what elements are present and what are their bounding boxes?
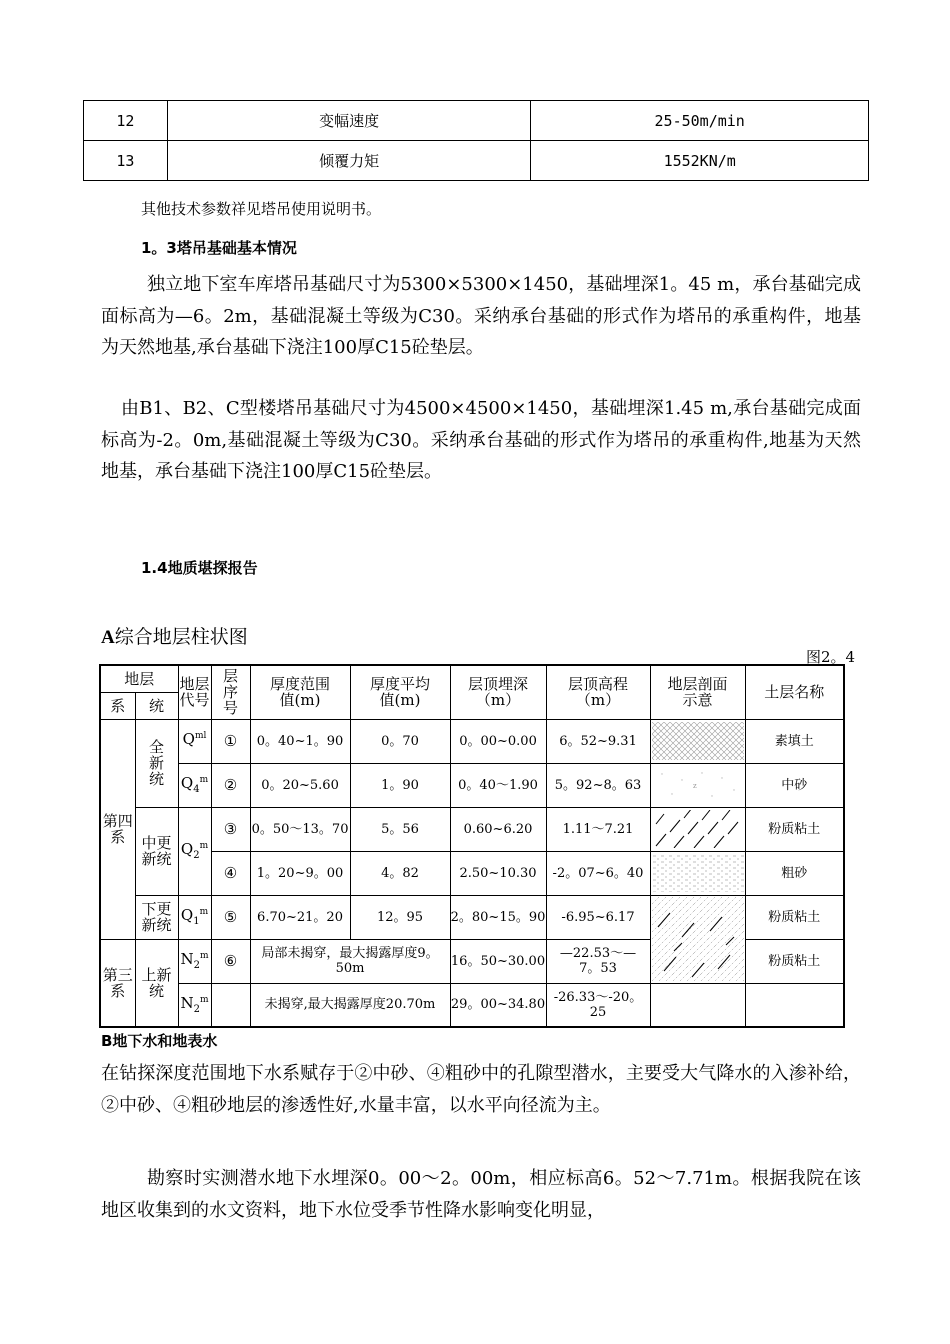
- section-title: 综合地层柱状图: [114, 626, 248, 648]
- top-elev-cell: 6。52~9.31: [546, 719, 650, 763]
- profile-fill-pattern: [650, 807, 745, 851]
- table-row: [100, 895, 844, 939]
- thick-range-cell: 6.70~21。20: [250, 895, 350, 939]
- top-depth-cell: 2。80~15。90: [450, 895, 546, 939]
- profile-fill-pattern: [650, 719, 745, 763]
- crosshatch-pattern-icon: [652, 722, 744, 760]
- profile-fill-pattern: [650, 763, 745, 807]
- mixed-clay-pattern-icon: [652, 897, 744, 981]
- note-text: 其他技术参数祥见塔吊使用说明书。: [141, 200, 382, 218]
- thick-merged-cell: 局部未揭穿，最大揭露厚度9。50m: [250, 939, 450, 983]
- seq-cell: ①: [211, 719, 250, 763]
- code-cell: $N_2^m$: [178, 983, 211, 1027]
- seq-cell: ②: [211, 763, 250, 807]
- table-row: [100, 983, 844, 1027]
- param-no: 12: [84, 101, 168, 141]
- header-soil-name: 土层名称: [745, 665, 844, 719]
- thick-avg-cell: 1。90: [350, 763, 450, 807]
- thick-merged-cell: 未揭穿,最大揭露厚度20.70m: [250, 983, 450, 1027]
- profile-fill-pattern: [650, 851, 745, 895]
- table-row: [100, 763, 844, 807]
- seq-cell: ④: [211, 851, 250, 895]
- code-cell: $Q_2^m$: [178, 807, 211, 895]
- section-heading-1-4: 1.4地质堪探报告: [141, 559, 258, 577]
- soil-name-cell: 中砂: [745, 763, 844, 807]
- table-row: [84, 101, 869, 141]
- series-cell: 全新统: [135, 719, 178, 807]
- system-cell: 第四系: [100, 719, 135, 939]
- top-depth-cell: 0。40～1.90: [450, 763, 546, 807]
- top-depth-cell: 29。00~34.80: [450, 983, 546, 1027]
- thick-range-cell: 0。20~5.60: [250, 763, 350, 807]
- section-heading-1-3: 1。3塔吊基础基本情况: [141, 239, 297, 257]
- seq-cell: [211, 983, 250, 1027]
- series-cell: 下更新统: [135, 895, 178, 939]
- thick-avg-cell: 12。95: [350, 895, 450, 939]
- series-cell: 上新统: [135, 939, 178, 1027]
- profile-fill-pattern: [650, 895, 745, 983]
- table-row: [100, 851, 844, 895]
- seq-cell: ⑤: [211, 895, 250, 939]
- header-code: 地层代号: [178, 665, 211, 719]
- paragraph: 勘察时实测潜水地下水埋深0。00～2。00m，相应标高6。52～7.71m。根据我院在该地区收集到的水文资料，地下水位受季节性降水影响变化明显，: [101, 1168, 861, 1221]
- header-top-elev: 层顶高程（m）: [546, 665, 650, 719]
- top-depth-cell: 16。50~30.00: [450, 939, 546, 983]
- soil-name-cell: [745, 983, 844, 1027]
- param-value: 25-50m/min: [531, 101, 869, 141]
- paragraph: 由B1、B2、C型楼塔吊基础尺寸为4500×4500×1450，基础埋深1.45 m,承台基础完成面标高为-2。0m,基础混凝土等级为C30。采纳承台基础的形式作为塔吊的承重构件,地基为天然地基，承台基础下浇注100厚C15砼垫层。: [101, 398, 861, 482]
- code-cell: $Q_4^m$: [178, 763, 211, 807]
- param-name: 变幅速度: [167, 101, 530, 141]
- header-series: 统: [135, 692, 178, 719]
- clay-hatch-pattern-icon: [652, 810, 744, 848]
- header-seq: 层序号: [211, 665, 250, 719]
- section-a-heading: [101, 622, 248, 649]
- header-system: 系: [100, 692, 135, 719]
- table-row: [100, 719, 844, 763]
- code-cell: $N_2^m$: [178, 939, 211, 983]
- section-b-heading: B地下水和地表水: [101, 1032, 218, 1050]
- param-value: 1552KN/m: [531, 141, 869, 181]
- figure-label: 图2。4: [806, 648, 856, 666]
- series-cell: 中更新统: [135, 807, 178, 895]
- soil-name-cell: 粗砂: [745, 851, 844, 895]
- thick-avg-cell: 0。70: [350, 719, 450, 763]
- header-top-depth: 层顶埋深（m）: [450, 665, 546, 719]
- thick-avg-cell: 4。82: [350, 851, 450, 895]
- top-depth-cell: 2.50~10.30: [450, 851, 546, 895]
- header-thick-avg: 厚度平均值(m): [350, 665, 450, 719]
- header-thick-range: 厚度范围值(m): [250, 665, 350, 719]
- thick-range-cell: 0。50～13。70: [250, 807, 350, 851]
- section-letter: A: [101, 627, 115, 648]
- header-stratum: 地层: [100, 665, 178, 692]
- param-no: 13: [84, 141, 168, 181]
- profile-empty-cell: [650, 983, 745, 1027]
- strata-table: [99, 664, 845, 1028]
- top-depth-cell: 0。00~0.00: [450, 719, 546, 763]
- paragraph: 在钻探深度范围地下水系赋存于②中砂、④粗砂中的孔隙型潜水，主要受大气降水的入渗补给，②中砂、④粗砂地层的渗透性好,水量丰富，以水平向径流为主。: [101, 1063, 861, 1116]
- thick-avg-cell: 5。56: [350, 807, 450, 851]
- paragraph: 独立地下室车库塔吊基础尺寸为5300×5300×1450，基础埋深1。45 m，承台基础完成面标高为—6。2m，基础混凝土等级为C30。采纳承台基础的形式作为塔吊的承重构件，地基为天然地基,承台基础下浇注100厚C15砼垫层。: [101, 274, 861, 358]
- code-cell: $Q_1^m$: [178, 895, 211, 939]
- table-row: [100, 807, 844, 851]
- system-cell: 第三系: [100, 939, 135, 1027]
- soil-name-cell: 粉质粘土: [745, 895, 844, 939]
- soil-name-cell: 素填土: [745, 719, 844, 763]
- soil-name-cell: 粉质粘土: [745, 807, 844, 851]
- top-depth-cell: 0.60~6.20: [450, 807, 546, 851]
- param-name: 倾覆力矩: [167, 141, 530, 181]
- top-elev-cell: -2。07~6。40: [546, 851, 650, 895]
- seq-cell: ⑥: [211, 939, 250, 983]
- seq-cell: ③: [211, 807, 250, 851]
- params-table: [83, 100, 869, 181]
- top-elev-cell: 5。92~8。63: [546, 763, 650, 807]
- table-row: [84, 141, 869, 181]
- soil-name-cell: 粉质粘土: [745, 939, 844, 983]
- code-cell: $Q^{ml}$: [178, 719, 211, 763]
- top-elev-cell: -26.33～-20。25: [546, 983, 650, 1027]
- top-elev-cell: -6.95~6.17: [546, 895, 650, 939]
- sand-dots-pattern-icon: [652, 766, 744, 804]
- coarse-sand-pattern-icon: [652, 854, 744, 892]
- header-profile: 地层剖面示意: [650, 665, 745, 719]
- top-elev-cell: —22.53～—7。53: [546, 939, 650, 983]
- svg-text:z: z: [692, 782, 697, 790]
- top-elev-cell: 1.11～7.21: [546, 807, 650, 851]
- thick-range-cell: 1。20~9。00: [250, 851, 350, 895]
- thick-range-cell: 0。40~1。90: [250, 719, 350, 763]
